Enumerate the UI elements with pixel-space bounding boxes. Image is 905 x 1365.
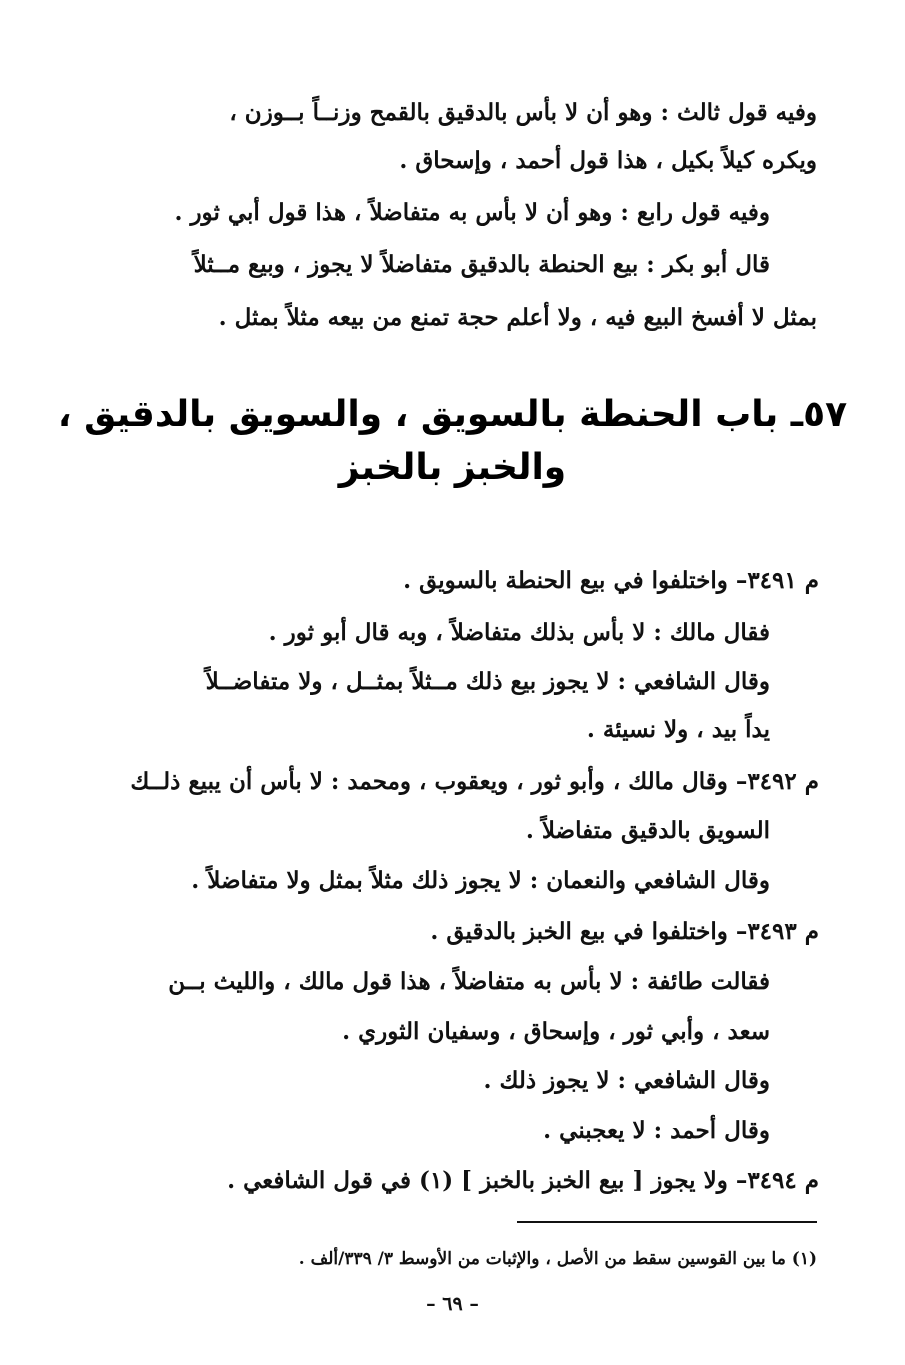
text-line <box>194 250 770 280</box>
text-line: وقال الشافعي : لا يجوز بيع ذلك مــثلاً بمثــل ، ولا متفاضــلاً <box>205 668 770 695</box>
text-line: وقال الشافعي : لا يجوز ذلك . <box>483 1067 770 1094</box>
entry-heading: م ٣٤٩٢– وقال مالك ، وأبو ثور ، ويعقوب ، ومحمد : لا بأس أن يبيع ذلــك <box>130 768 819 795</box>
chapter-title: ٥٧ـ باب الحنطة بالسويق ، والسويق بالدقيق ، <box>57 394 848 435</box>
text-line: وفيه قول ثالث : وهو أن لا بأس بالدقيق بالقمح وزنــاً بــوزن ، <box>229 99 817 126</box>
entry-heading: م ٣٤٩١– واختلفوا في بيع الحنطة بالسويق . <box>403 567 819 594</box>
text-line: يداً بيد ، ولا نسيئة . <box>586 716 770 743</box>
text-line: السويق بالدقيق متفاضلاً . <box>525 817 770 844</box>
page-number: – ٦٩ – <box>426 1293 479 1315</box>
text-line: وقال أحمد : لا يعجبني . <box>543 1117 770 1144</box>
text-line: وقال الشافعي والنعمان : لا يجوز ذلك مثلاً بمثل ولا متفاضلاً . <box>191 867 770 894</box>
text-line: فقال مالك : لا بأس بذلك متفاضلاً ، وبه قال أبو ثور . <box>268 619 770 646</box>
text-span: بيع الحنطة بالدقيق متفاضلاً لا يجوز ، وبيع مــثلاً <box>193 251 639 278</box>
author-lead: قال أبو بكر : <box>646 251 770 278</box>
footnote-divider <box>517 1221 817 1223</box>
chapter-subtitle: والخبز بالخبز <box>338 447 567 488</box>
entry-heading: م ٣٤٩٣– واختلفوا في بيع الخبز بالدقيق . <box>430 918 819 945</box>
text-line: بمثل لا أفسخ البيع فيه ، ولا أعلم حجة تمنع من بيعه مثلاً بمثل . <box>218 304 817 331</box>
entry-heading: م ٣٤٩٤– ولا يجوز [ بيع الخبز بالخبز ] (١) في قول الشافعي . <box>227 1167 819 1194</box>
text-line: سعد ، وأبي ثور ، وإسحاق ، وسفيان الثوري . <box>342 1018 770 1045</box>
text-line: ويكره كيلاً بكيل ، هذا قول أحمد ، وإسحاق . <box>399 147 817 174</box>
footnote: (١) ما بين القوسين سقط من الأصل ، والإثبات من الأوسط ٣/ ٣٣٩/ألف . <box>298 1249 817 1269</box>
text-line: وفيه قول رابع : وهو أن لا بأس به متفاضلاً ، هذا قول أبي ثور . <box>174 199 770 226</box>
text-line: فقالت طائفة : لا بأس به متفاضلاً ، هذا قول مالك ، والليث بــن <box>168 968 770 995</box>
